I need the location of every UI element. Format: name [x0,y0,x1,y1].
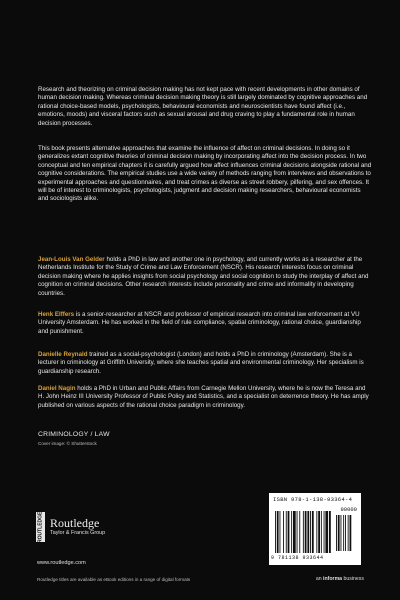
blurb-paragraph-2: This book presents alternative approaches that examine the influence of affect on criminal decisions. In doing so it generalizes extant cognitive theories of criminal decision making by incorporating affect into the decision process. In two conceptual and ten empirical chapters it is carefully argued how affect influences criminal decisions alongside rational and cognitive considerations. The empirical studies use a wide variety of methods ranging from interviews and observations to experimental approaches and questionnaires, and treat crimes as diverse as street robbery, pilfering, and sex offences. It will be of interest to criminologists, psychologists, judgment and decision making researchers, behavioural economists and sociologists alike. [38,145,372,203]
barcode-bar [299,511,300,553]
barcode-bar [318,511,320,553]
tagline-brand: informa [323,576,343,582]
barcode-bar [321,511,322,553]
barcode-bar [277,511,279,553]
publisher-website: www.routledge.com [37,560,86,566]
barcode-bar [329,511,331,553]
price-code: 90000 [340,506,357,513]
tagline-suffix: business [342,576,364,582]
barcode-digits: 9 781138 933644 [271,555,324,561]
barcode-addon-bar [350,515,352,551]
barcode-addon-bar [348,515,349,551]
routledge-mark-icon: ROUTLEDGE [37,511,44,543]
author-name: Danielle Reynald [38,351,88,358]
barcode-bar [275,511,276,553]
author-bio [38,311,372,336]
author-name: Henk Elffers [38,311,75,318]
subject-category: CRIMINOLOGY / LAW [38,431,110,438]
cover-image-credit: Cover image: © Shutterstock [38,441,97,446]
author-bio-text: holds a PhD in Urban and Public Affairs from Carnegie Mellon University, where he is now the Teresa and H. John Heinz III University Professor of Public Policy and Statistics, and a specialist on deterrence theory. He has amply published on various aspects of the rational choice paradigm in criminology. [38,385,369,409]
barcode-bar [303,511,304,553]
barcode-bar [293,511,296,553]
author-name: Jean-Louis Van Gelder [38,256,105,263]
isbn-barcode [269,493,361,565]
barcode-addon-bar [341,515,342,551]
barcode-bar [310,511,311,553]
author-bio [38,256,372,298]
publisher-wordmark [50,517,105,536]
blurb-paragraph-1: Research and theorizing on criminal decision making has not kept pace with recent developments in other domains of human decision making. Whereas criminal decision making theory is still largely dominated by cognitive approaches and rational choice-based models, psychologists, behavioural economists and neuroscientists have found affect (i.e., emotions, moods) and visceral factors such as sexual arousal and drug craving to play a fundamental role in human decision processes. [38,86,368,127]
barcode-bar [280,511,281,553]
barcode-bar [307,511,309,553]
barcode-bar [325,511,328,553]
ebook-note: Routledge titles are available as eBook editions in a range of digital formats [37,577,191,582]
barcode-addon-bar [336,515,337,551]
author-name: Daniel Nagin [38,385,76,392]
barcode-addon-bar [345,515,346,551]
publisher-logo [36,512,105,542]
barcode-addon-bar [338,515,340,551]
barcode-bar [297,511,298,553]
author-bio-text: is a senior-researcher at NSCR and professor of empirical research into criminal law enforcement at VU University Amsterdam. He has worked in the field of rule compliance, spatial criminology, rational choice, guardianship and punishment. [38,311,361,335]
barcode-addon-bar [343,515,344,551]
isbn-number: ISBN 978-1-138-93364-4 [273,496,353,503]
publisher-name: Routledge [50,516,100,530]
barcode-bar [312,511,314,553]
barcode-bar [288,511,290,553]
informa-tagline [316,576,364,582]
author-bio-text: holds a PhD in law and another one in psychology, and currently works as a researcher at the Netherlands Institute for the Study of Crime and Law Enforcement (NSCR). His research interests focus on criminal decision making where he applies insights from social psychology and social cognition to study the interplay of affect and cognition on criminal decisions. Other research interests include personality and crime and informality in developing countries. [38,256,369,297]
barcode-bar [324,511,325,553]
author-bio [38,385,372,410]
barcode-bar [291,511,292,553]
barcode-bar [286,511,287,553]
publisher-group: Taylor & Francis Group [50,530,106,536]
barcode-bars-icon [273,505,357,555]
tagline-prefix: an [315,576,324,582]
barcode-bar [283,511,284,553]
author-bio-text: trained as a social-psychologist (London) and holds a PhD in criminology (Amsterdam). She is a lecturer in criminology at Griffith University, where she teaches spatial and environmental criminology. Her specialism is guardianship research. [38,351,364,375]
barcode-bar [316,511,317,553]
barcode-bar [305,511,307,553]
author-bio [38,351,372,376]
